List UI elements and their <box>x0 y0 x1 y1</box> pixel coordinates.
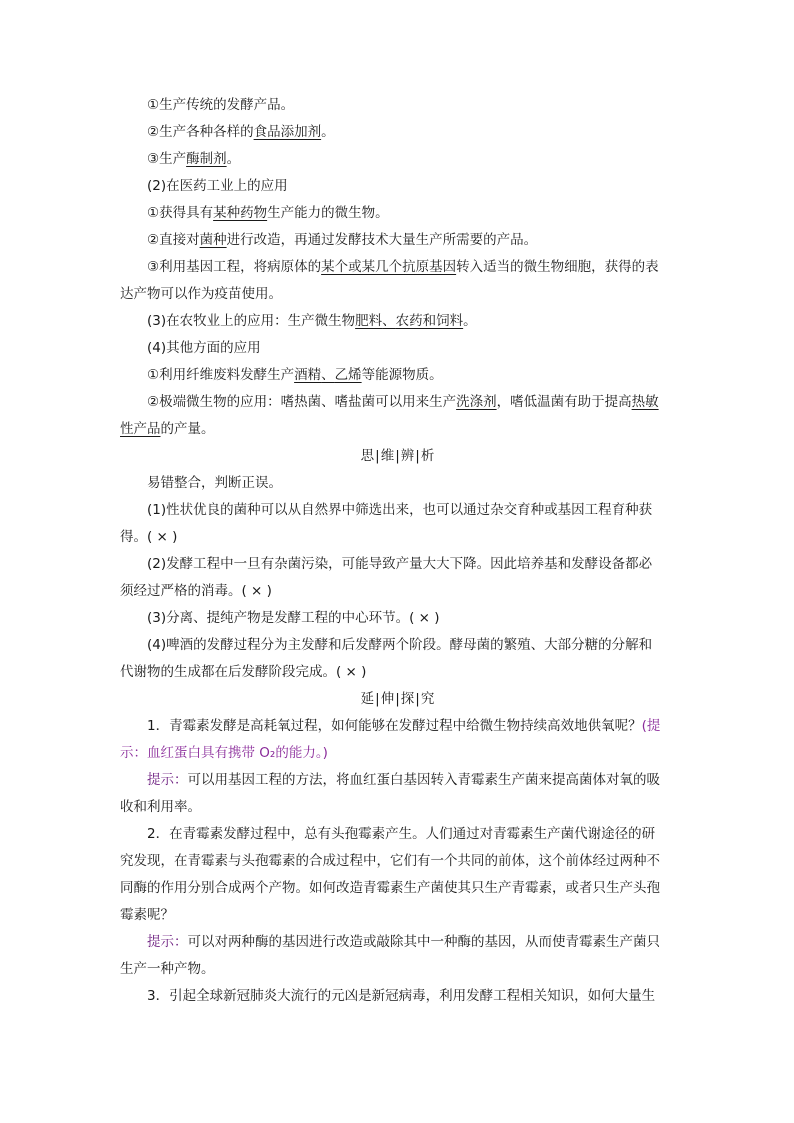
text: 、 <box>321 367 335 383</box>
section-title-extension: 延|伸|探|究 <box>360 691 436 707</box>
text: 。 <box>226 151 241 167</box>
answer-blank: 酒精 <box>294 367 322 383</box>
paragraph <box>120 227 676 254</box>
answer-blank: 性产品 <box>120 421 161 437</box>
text: 的产量。 <box>160 421 215 437</box>
text: ①获得具有 <box>147 205 214 221</box>
question-continuation: 霉素呢？ <box>120 907 174 923</box>
answer-continuation: 收和利用率。 <box>120 799 201 815</box>
text: 进行改造，再通过发酵技术大量生产所需要的产品。 <box>226 232 538 248</box>
judgement-item: (4)啤酒的发酵过程分为主发酵和后发酵两个阶段。酵母菌的繁殖、大部分糖的分解和 <box>147 637 653 653</box>
paragraph <box>120 146 676 173</box>
text: 可以对两种酶的基因进行改造或敲除其中一种酶的基因，从而使青霉素生产菌只 <box>187 934 660 950</box>
answer-blank: 洗涤剂 <box>456 394 497 410</box>
judgement-item-continuation: 得。( × ) <box>120 529 178 545</box>
paragraph-continuation <box>120 281 676 308</box>
text: 达产物可以作为疫苗使用。 <box>120 286 282 302</box>
text: ，嗜低温菌有助于提高 <box>496 394 632 410</box>
instruction: 易错整合，判断正误。 <box>147 475 282 491</box>
question: 2．在青霉素发酵过程中，总有头孢霉素产生。人们通过对青霉素生产菌代谢途径的研 <box>147 826 656 842</box>
question-continuation: 同酶的作用分别合成两个产物。如何改造青霉素生产菌使其只生产青霉素，或者只生产头孢 <box>120 880 660 896</box>
judgement-item-continuation: 须经过严格的消毒。( × ) <box>120 583 272 599</box>
answer-continuation: 生产一种产物。 <box>120 961 215 977</box>
section-heading <box>120 335 676 362</box>
question: 3．引起全球新冠肺炎大流行的元凶是新冠病毒，利用发酵工程相关知识，如何大量生 <box>147 988 656 1004</box>
answer-blank: 热敏 <box>631 394 659 410</box>
question <box>120 713 676 740</box>
text: ③生产 <box>147 151 187 167</box>
answer-blank: 菌种 <box>199 232 227 248</box>
judgement-item: (3)分离、提纯产物是发酵工程的中心环节。( × ) <box>147 610 440 626</box>
paragraph <box>120 92 676 119</box>
judgement-item: (1)性状优良的菌种可以从自然界中筛选出来，也可以通过杂交育种或基因工程育种获 <box>147 502 653 518</box>
text: ②极端微生物的应用：嗜热菌、嗜盐菌可以用来生产 <box>147 394 457 410</box>
paragraph <box>120 362 676 389</box>
text: 转入适当的微生物细胞，获得的表 <box>456 259 659 275</box>
answer <box>120 929 676 956</box>
text: (4)其他方面的应用 <box>147 340 261 356</box>
text: ①生产传统的发酵产品。 <box>147 97 295 113</box>
text: 。 <box>321 124 335 140</box>
hint-continuation: 示：血红蛋白具有携带 O₂的能力。) <box>120 745 328 761</box>
paragraph <box>120 254 676 281</box>
text: 可以用基因工程的方法，将血红蛋白基因转入青霉素生产菌来提高菌体对氧的吸 <box>187 772 660 788</box>
answer <box>120 767 676 794</box>
hint-text: (提 <box>641 718 661 734</box>
answer-blank: 乙烯 <box>334 367 362 383</box>
judgement-item: (2)发酵工程中一旦有杂菌污染，可能导致产量大大下降。因此培养基和发酵设备都必 <box>147 556 653 572</box>
text: ③利用基因工程，将病原体的 <box>147 259 322 275</box>
text: ①利用纤维废料发酵生产 <box>147 367 295 383</box>
paragraph <box>120 308 676 335</box>
section-title-thinking: 思|维|辨|析 <box>360 448 436 464</box>
answer-blank: 农药和饲料 <box>395 313 464 329</box>
answer-blank: 某种药物 <box>213 205 268 221</box>
paragraph <box>120 119 676 146</box>
paragraph <box>120 200 676 227</box>
text: 、 <box>382 313 396 329</box>
text: 。 <box>463 313 477 329</box>
judgement-item-continuation: 代谢物的生成都在后发酵阶段完成。( × ) <box>120 664 367 680</box>
text: (3)在农牧业上的应用：生产微生物 <box>147 313 356 329</box>
answer-blank: 酶制剂 <box>186 151 227 167</box>
hint-label: 提示： <box>147 772 188 788</box>
text: 生产能力的微生物。 <box>267 205 389 221</box>
hint-label: 提示： <box>147 934 188 950</box>
text: 1．青霉素发酵是高耗氧过程，如何能够在发酵过程中给微生物持续高效地供氧呢？ <box>147 718 642 734</box>
answer-blank: 某个或某几个抗原基因 <box>321 259 457 275</box>
answer-blank: 食品添加剂 <box>253 124 322 140</box>
text: (2)在医药工业上的应用 <box>147 178 288 194</box>
answer-blank: 肥料 <box>355 313 383 329</box>
paragraph <box>120 389 676 416</box>
text: ②直接对 <box>147 232 200 248</box>
text: ②生产各种各样的 <box>147 124 254 140</box>
section-heading <box>120 173 676 200</box>
text: 等能源物质。 <box>361 367 443 383</box>
question-continuation: 究发现，在青霉素与头孢霉素的合成过程中，它们有一个共同的前体，这个前体经过两种不 <box>120 853 660 869</box>
document-page <box>120 92 676 1010</box>
paragraph-continuation <box>120 416 676 443</box>
